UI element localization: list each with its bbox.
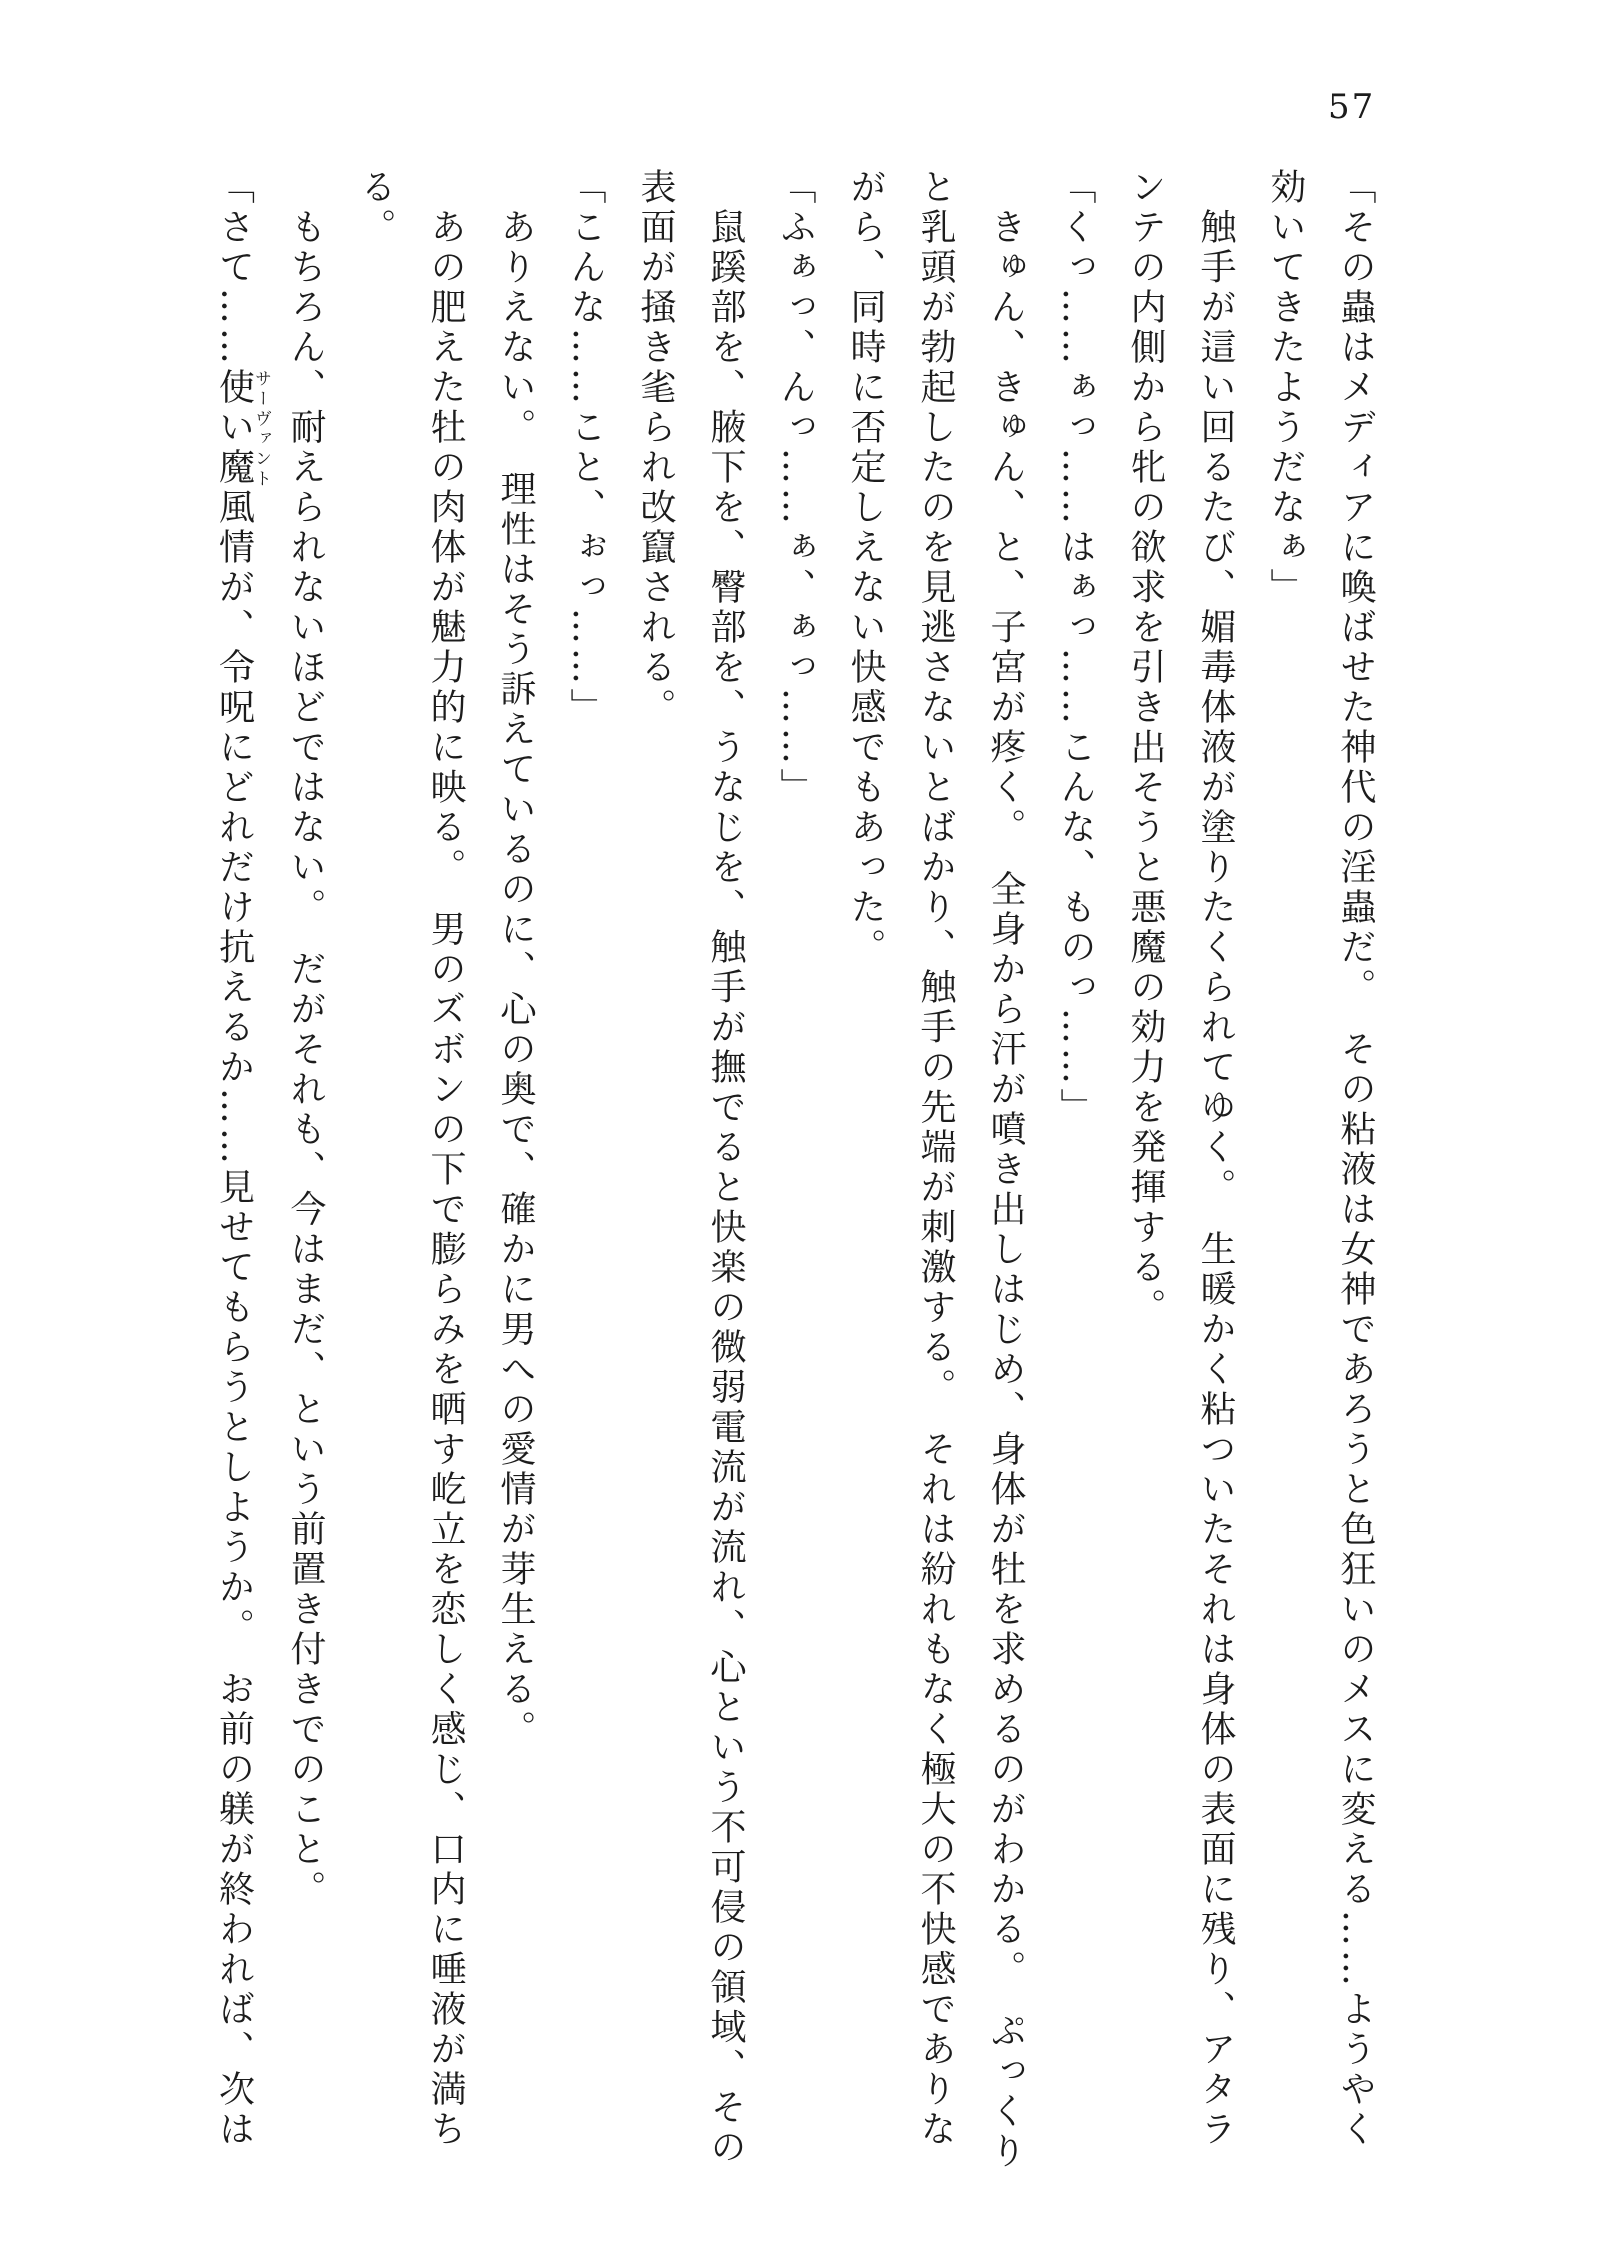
narrative-paragraph: きゅん、きゅん、と、子宮が疼く。 全身から汗が噴き出しはじめ、身体が牡を求めるのがわかる。 ぷっくりと乳頭が勃起したのを見逃さないとばかり、触手の先端が刺激する。 それは紛れもなく極大の不快感でありながら、同時に否定しえない快感でもあった。 xyxy=(845,168,1026,2172)
ruby-text: サーヴァント xyxy=(251,368,271,488)
page-number: 57 xyxy=(1328,87,1376,127)
dialogue-paragraph: 「こんな……こと、ぉっ……」 xyxy=(565,168,606,728)
ruby-annotation: 使い魔サーヴァント xyxy=(213,368,271,488)
narrative-paragraph: 触手が這い回るたび、媚毒体液が塗りたくられてゆく。 生暖かく粘ついたそれは身体の表面に残り、アタランテの内側から牝の欲求を引き出そうと悪魔の効力を発揮する。 xyxy=(1125,168,1236,2150)
text-block xyxy=(200,168,1390,2173)
dialogue-paragraph: 「くっ……ぁっ……はぁっ……こんな、ものっ……」 xyxy=(1055,168,1096,1128)
narrative-paragraph: 鼠蹊部を、腋下を、臀部を、うなじを、触手が撫でると快楽の微弱電流が流れ、心という不可侵の領域、その表面が掻き毟られ改竄される。 xyxy=(635,168,746,2168)
narrative-paragraph: あの肥えた牡の肉体が魅力的に映る。 男のズボンの下で膨らみを晒す屹立を恋しく感じ、口内に唾液が満ちる。 xyxy=(355,168,466,2150)
dialogue-paragraph: 「さて……使い魔サーヴァント風情が、令呪にどれだけ抗えるか……見せてもらうとしようか。 お前の躾が終われば、次は xyxy=(213,168,271,2150)
narrative-paragraph: ありえない。 理性はそう訴えているのに、心の奥で、確かに男への愛情が芽生える。 xyxy=(495,208,536,1750)
dialogue-paragraph: 「ふぁっ、んっ……ぁ、ぁっ……」 xyxy=(775,168,816,808)
dialogue-paragraph: 「その蟲はメディアに喚ばせた神代の淫蟲だ。 その粘液は女神であろうと色狂いのメスに変える……ようやく効いてきたようだなぁ」 xyxy=(1265,168,1376,2150)
narrative-paragraph: もちろん、耐えられないほどではない。 だがそれも、今はまだ、という前置き付きでのこと。 xyxy=(285,208,326,1910)
